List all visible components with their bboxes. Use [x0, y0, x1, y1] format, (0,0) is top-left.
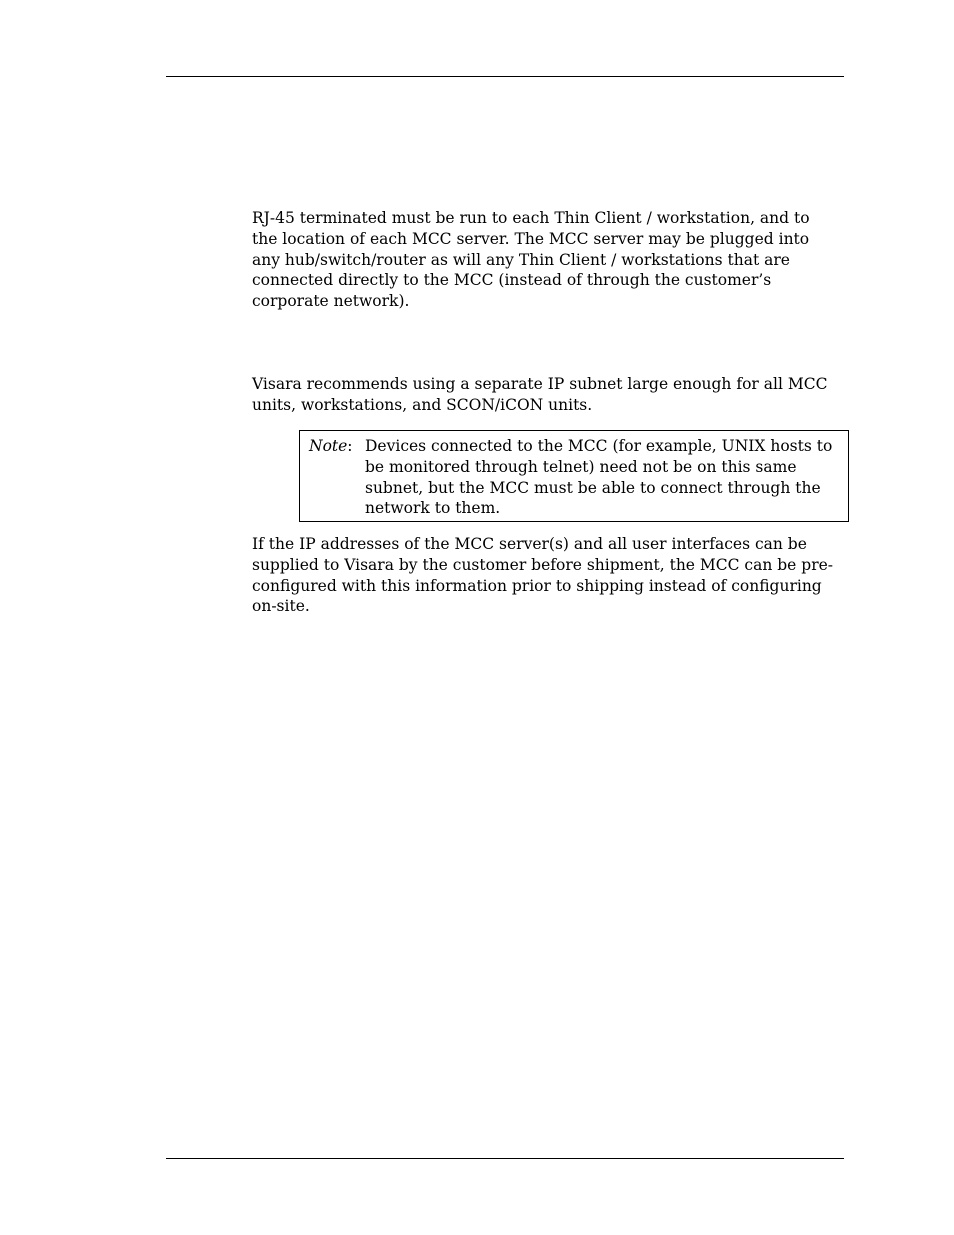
- paragraph-preconfiguration: [252, 534, 842, 617]
- paragraph-line: corporate network).: [252, 292, 410, 311]
- header-rule: [166, 76, 844, 77]
- paragraph-line: the location of each MCC server. The MCC server may be plugged into: [252, 229, 810, 248]
- note-text: [365, 436, 845, 519]
- note-label-colon: :: [347, 437, 353, 455]
- note-line: subnet, but the MCC must be able to connect through the: [365, 478, 821, 497]
- paragraph-line: supplied to Visara by the customer before shipment, the MCC can be pre-: [252, 555, 834, 574]
- note-box: [299, 430, 849, 522]
- paragraph-subnet: [252, 374, 842, 416]
- paragraph-line: connected directly to the MCC (instead of through the customer’s: [252, 271, 772, 290]
- paragraph-line: configured with this information prior to shipping instead of configuring: [252, 576, 822, 595]
- paragraph-line: units, workstations, and SCON/iCON units.: [252, 395, 593, 414]
- note-line: Devices connected to the MCC (for example, UNIX hosts to: [365, 437, 833, 455]
- note-line: network to them.: [365, 499, 501, 518]
- paragraph-line: RJ-45 terminated must be run to each Thin Client / workstation, and to: [252, 209, 810, 227]
- note-line: be monitored through telnet) need not be on this same: [365, 457, 797, 476]
- footer-rule: [166, 1158, 844, 1159]
- paragraph-cabling: [252, 208, 842, 312]
- paragraph-line: on-site.: [252, 597, 310, 616]
- note-label: [309, 436, 353, 457]
- paragraph-line: If the IP addresses of the MCC server(s) and all user interfaces can be: [252, 535, 807, 553]
- paragraph-line: Visara recommends using a separate IP subnet large enough for all MCC: [252, 375, 828, 393]
- note-label-text: Note: [309, 437, 348, 455]
- paragraph-line: any hub/switch/router as will any Thin Client / workstations that are: [252, 250, 790, 269]
